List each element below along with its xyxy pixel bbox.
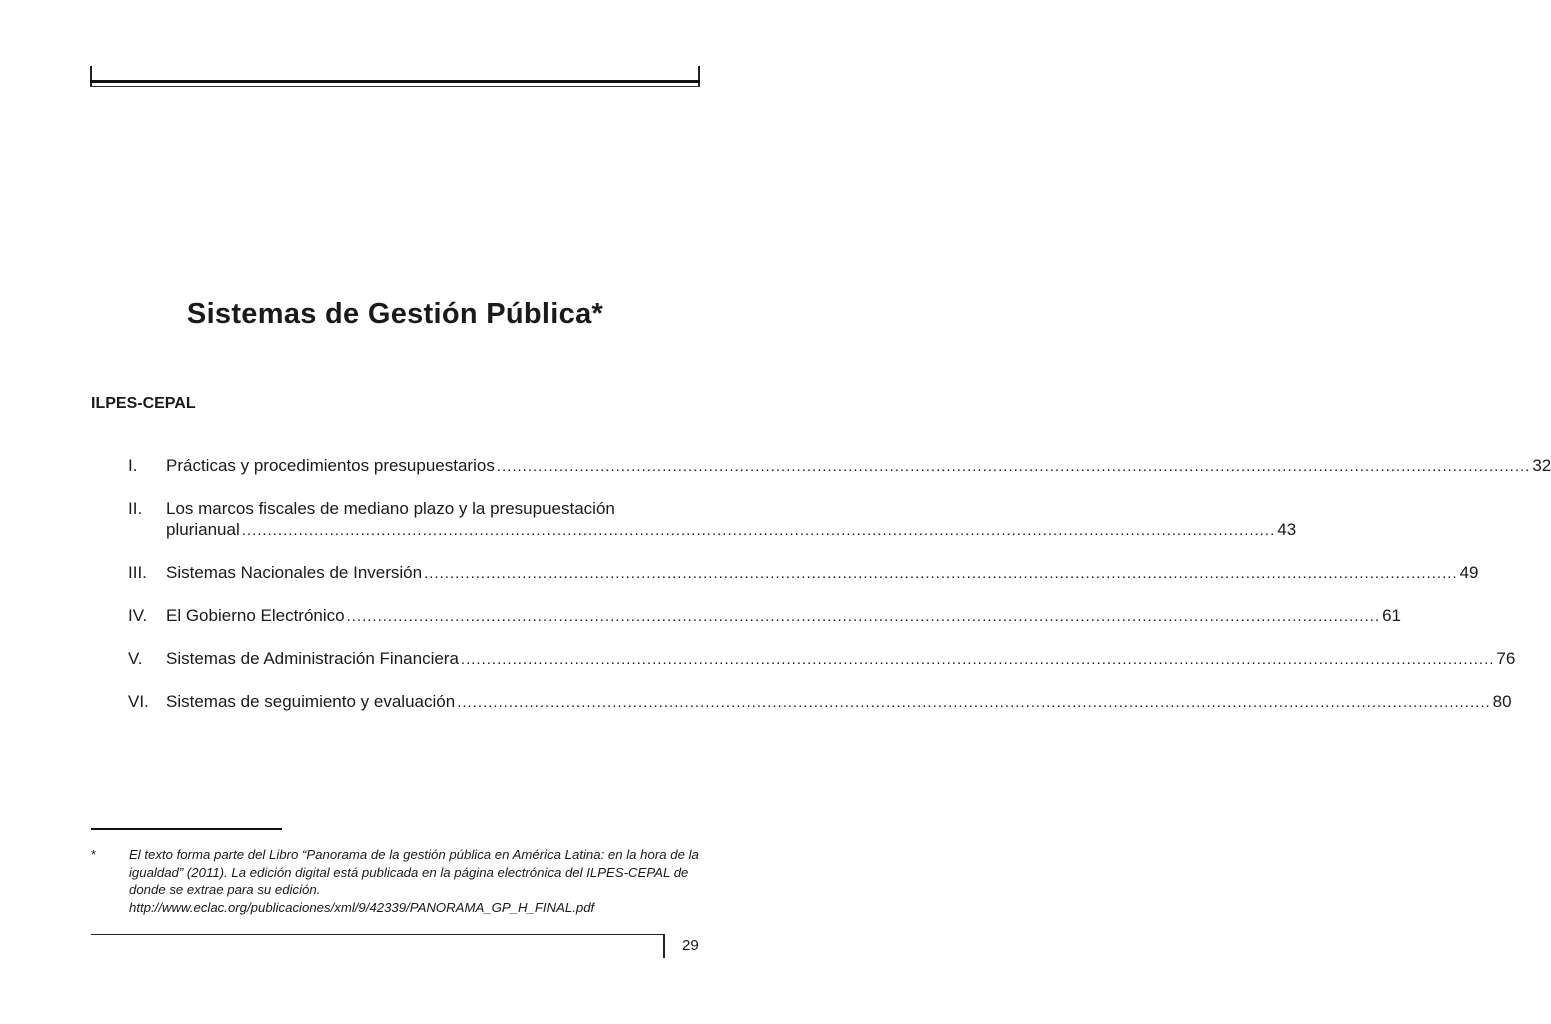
toc-leader-dots: ........................................................................................................................................................................................................ — [241, 522, 1276, 539]
toc-entry-title: Prácticas y procedimientos presupuestarios — [166, 456, 495, 475]
toc-entry-body — [166, 498, 1296, 541]
toc-entry-page: 43 — [1277, 520, 1297, 539]
page-number: 29 — [682, 937, 699, 954]
header-rule-thick-line — [90, 80, 700, 83]
toc-entry-title: Sistemas de Administración Financiera — [166, 649, 459, 668]
toc-entry-number: I. — [128, 456, 138, 475]
toc-leader-dots: ........................................................................................................................................................................................................ — [460, 651, 1495, 668]
toc-entry-title: Los marcos fiscales de mediano plazo y la presupuestación — [166, 499, 615, 518]
footer-rule-tick — [663, 934, 665, 958]
header-rule-thin-line — [90, 86, 700, 87]
chapter-author: ILPES-CEPAL — [91, 395, 196, 412]
toc-leader-dots: ........................................................................................................................................................................................................ — [346, 608, 1381, 625]
footer-rule — [91, 934, 664, 935]
toc-entry[interactable] — [128, 562, 1479, 584]
toc-entry-number: V. — [128, 649, 143, 668]
toc-entry-number: VI. — [128, 692, 149, 711]
chapter-title: Sistemas de Gestión Pública* — [186, 298, 604, 330]
toc-entry-body — [166, 562, 1479, 584]
header-rule-left-tick — [90, 66, 92, 86]
toc-leader-dots: ........................................................................................................................................................................................................ — [457, 694, 1491, 711]
toc-entry[interactable] — [128, 605, 1402, 627]
footnote-body — [129, 846, 703, 916]
toc-entry[interactable] — [128, 691, 1512, 713]
footnote-mark: * — [91, 847, 97, 862]
header-rule — [90, 66, 700, 88]
toc-entry-page: 80 — [1492, 692, 1512, 711]
toc-entry-page: 61 — [1382, 606, 1402, 625]
footnote-text: El texto forma parte del Libro “Panorama de la gestión pública en América Latina: en la hora de la igualdad” (2011). La edición digital está publicada en la página electrónica del ILPES-CEPAL de donde se extrae para su edición. — [129, 847, 699, 897]
toc-entry-body — [166, 691, 1512, 713]
toc-entry-number: III. — [128, 563, 147, 582]
table-of-contents — [128, 455, 1551, 713]
toc-leader-dots: ........................................................................................................................................................................................................ — [496, 458, 1531, 475]
toc-entry-title: plurianual — [166, 520, 240, 539]
toc-entry-body — [166, 455, 1551, 477]
toc-entry-page: 32 — [1532, 456, 1551, 475]
toc-entry[interactable] — [128, 648, 1516, 670]
toc-entry[interactable] — [128, 498, 1297, 541]
toc-entry-number: II. — [128, 499, 143, 518]
toc-entry-number: IV. — [128, 606, 148, 625]
toc-entry[interactable] — [128, 455, 1551, 477]
toc-entry-body — [166, 648, 1515, 670]
toc-entry-title: Sistemas Nacionales de Inversión — [166, 563, 423, 582]
toc-entry-page: 49 — [1459, 563, 1479, 582]
footnote — [91, 846, 703, 916]
toc-entry-body — [166, 605, 1401, 627]
header-rule-right-tick — [698, 66, 700, 86]
toc-entry-title: Sistemas de seguimiento y evaluación — [166, 692, 456, 711]
toc-leader-dots: ........................................................................................................................................................................................................ — [424, 565, 1458, 582]
toc-entry-title: El Gobierno Electrónico — [166, 606, 345, 625]
footnote-url[interactable]: http://www.eclac.org/publicaciones/xml/9/42339/PANORAMA_GP_H_FINAL.pdf — [129, 899, 595, 915]
footnote-separator — [91, 828, 282, 830]
toc-entry-page: 76 — [1496, 649, 1516, 668]
